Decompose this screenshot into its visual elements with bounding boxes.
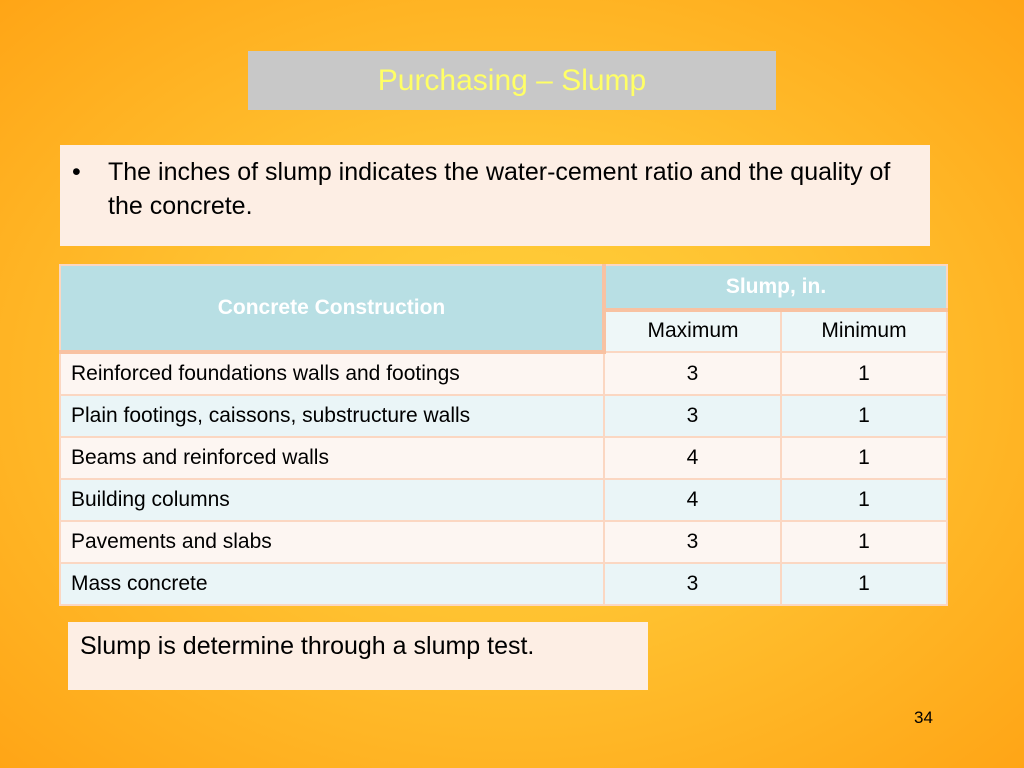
note-box xyxy=(68,622,648,690)
header-slump: Slump, in. xyxy=(604,265,947,310)
row-min: 1 xyxy=(781,521,947,563)
slide-title: Purchasing – Slump xyxy=(377,63,647,97)
header-maximum: Maximum xyxy=(604,310,781,352)
bullet-text: The inches of slump indicates the water-cement ratio and the quality of the concrete. xyxy=(108,158,891,220)
bullet-marker: • xyxy=(72,158,81,186)
row-name: Reinforced foundations walls and footings xyxy=(60,352,604,395)
table-row xyxy=(60,563,947,605)
row-min: 1 xyxy=(781,563,947,605)
table-row xyxy=(60,395,947,437)
row-name: Beams and reinforced walls xyxy=(60,437,604,479)
row-max: 4 xyxy=(604,479,781,521)
bullet-box xyxy=(60,145,930,246)
row-min: 1 xyxy=(781,352,947,395)
row-name: Building columns xyxy=(60,479,604,521)
row-min: 1 xyxy=(781,395,947,437)
row-max: 4 xyxy=(604,437,781,479)
table-row xyxy=(60,479,947,521)
row-name: Pavements and slabs xyxy=(60,521,604,563)
header-concrete-construction: Concrete Construction xyxy=(60,265,604,352)
row-min: 1 xyxy=(781,479,947,521)
row-name: Mass concrete xyxy=(60,563,604,605)
row-min: 1 xyxy=(781,437,947,479)
row-max: 3 xyxy=(604,352,781,395)
row-max: 3 xyxy=(604,395,781,437)
table-row xyxy=(60,521,947,563)
slump-table xyxy=(59,264,948,606)
row-max: 3 xyxy=(604,563,781,605)
row-name: Plain footings, caissons, substructure walls xyxy=(60,395,604,437)
slide-title-box xyxy=(248,51,776,110)
note-text: Slump is determine through a slump test. xyxy=(80,632,535,660)
page-number: 34 xyxy=(914,708,933,727)
table-row xyxy=(60,352,947,395)
table-row xyxy=(60,437,947,479)
header-minimum: Minimum xyxy=(781,310,947,352)
row-max: 3 xyxy=(604,521,781,563)
bullet-item xyxy=(72,155,910,223)
